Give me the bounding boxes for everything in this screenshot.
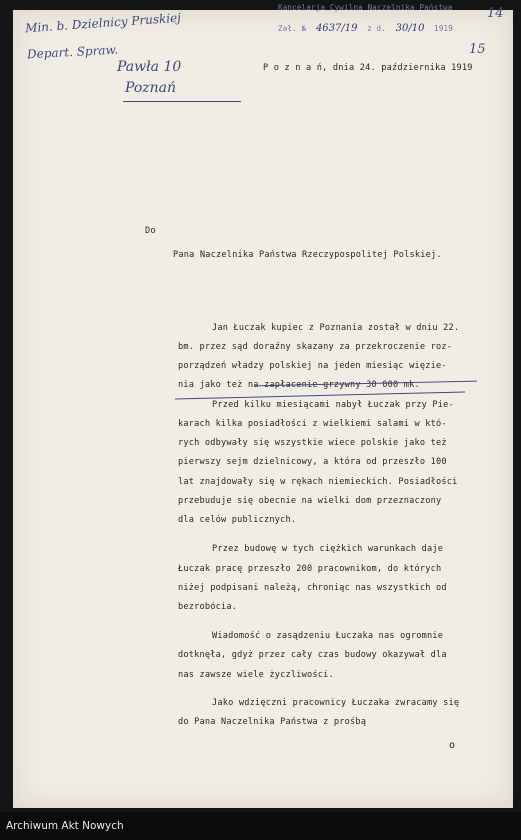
- handwritten-department-note: Depart. Spraw.: [26, 42, 119, 62]
- letter-body-line: pierwszy sejm dzielnicowy, a która od przeszło 100: [178, 457, 447, 467]
- stamp-date-label: z d.: [367, 24, 386, 33]
- handwritten-folio-number-2: 15: [469, 42, 486, 57]
- letter-body-line: Jako wdzięczni pracownicy Łuczaka zwracamy się: [212, 698, 460, 708]
- letter-recipient-label: Do: [145, 226, 156, 236]
- letter-body-line: rych odbywały się wszystkie wiece polskie jako też: [178, 438, 447, 448]
- handwritten-address-city: Poznań: [125, 80, 177, 96]
- stamp-date: 30/10: [395, 23, 425, 34]
- stamp-year: 1919: [434, 24, 453, 33]
- archive-name: Archiwum Akt Nowych: [6, 820, 124, 832]
- letter-body-line: Przed kilku miesiącami nabył Łuczak przy Pie-: [212, 400, 454, 410]
- letter-body-line: Łuczak pracę przeszło 200 pracownikom, do których: [178, 564, 442, 574]
- letter-body-line: nas zawsze wiele życzliwości.: [178, 670, 334, 680]
- letter-body-line: porządzeń władzy polskiej na jeden miesiąc więzie-: [178, 361, 447, 371]
- letter-body-line: Przez budowę w tych ciężkich warunkach daje: [212, 544, 444, 554]
- handwritten-address-street: Pawła 10: [117, 59, 182, 75]
- handwritten-ministry-note: Min. b. Dzielnicy Pruskiej: [24, 10, 182, 36]
- letter-body-line: karach kilka posiadłości z wielkiemi salami w któ-: [178, 419, 447, 429]
- letter-body-line: bezrobócia.: [178, 602, 238, 612]
- handwritten-underline: [123, 101, 241, 102]
- letter-body-line: Jan Łuczak kupiec z Poznania został w dniu 22.: [212, 323, 460, 333]
- letter-body-line: nia jako też na zapłacenie grzywny 30 000 mk.: [178, 380, 420, 390]
- letter-body-line: niżej podpisani należą, chroniąc nas wszystkich od: [178, 583, 447, 593]
- letter-body-line: do Pana Naczelnika Państwa z prośbą: [178, 717, 367, 727]
- letter-addressee: Pana Naczelnika Państwa Rzeczypospolitej Polskiej.: [173, 250, 442, 260]
- letter-date-line: P o z n a ń, dnia 24. października 1919: [263, 63, 473, 73]
- letter-body-line: dla celów publicznych.: [178, 515, 297, 525]
- registry-stamp-line: [278, 16, 453, 35]
- letter-body-line: dotknęła, gdyż przez cały czas budowy okazywał dla: [178, 650, 447, 660]
- letter-body-line: bm. przez sąd doraźny skazany za przekroczenie roz-: [178, 342, 453, 352]
- document-page: [13, 3, 513, 808]
- stamp-attachment-number: 4637/19: [315, 23, 358, 34]
- page-continuation-mark: o: [449, 740, 456, 751]
- handwritten-sentence-underline-2: [175, 391, 465, 399]
- letter-body-line: przebuduje się obecnie na wielki dom przeznaczony: [178, 496, 442, 506]
- archive-footer: [0, 812, 521, 840]
- handwritten-folio-number: 14: [487, 6, 504, 21]
- letter-body-line: Wiadomość o zasądzeniu Łuczaka nas ogromnie: [212, 631, 444, 641]
- registry-stamp-title: Kancelarja Cywilna Naczelnika Państwa: [278, 3, 453, 12]
- letter-body-line: lat znajdowały się w rękach niemieckich. Posiadłości: [178, 477, 458, 487]
- stamp-attachment-label: Zał. №: [278, 24, 307, 33]
